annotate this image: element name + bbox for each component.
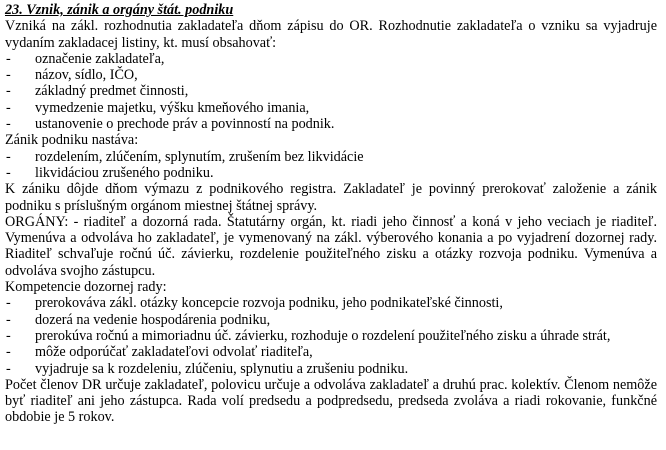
list-item [5,344,657,360]
list-item [5,51,657,67]
list-item [5,312,657,328]
zanik-intro-line: Zánik podniku nastáva: [5,132,139,149]
bullet-marker: - [6,295,11,312]
list-item [5,165,657,181]
bullet-marker: - [6,67,11,84]
list-item-text: základný predmet činnosti, [35,83,189,100]
organy-paragraph: ORGÁNY: - riaditeľ a dozorná rada. Štatutárny orgán, kt. riadi jeho činnosť a koná v jeho veciach je riaditeľ. Vymenúva a odvoláva ho zakladateľ, je vymenovaný na zákl. výberového konania a po vyjadrení dozornej rady. Riaditeľ schvaľuje ročnú úč. závierku, rozdelenie použiteľného zisku a otázky rozvoja podniku. Vymenúva a odvoláva svojho zástupcu. [5,213,657,279]
vznik-intro-paragraph: Vzniká na zákl. rozhodnutia zakladateľa dňom zápisu do OR. Rozhodnutie zakladateľa o vzniku sa vyjadruje vydaním zakladacej listiny, kt. musí obsahovať: [5,18,657,51]
zanik-outro-paragraph: K zániku dôjde dňom výmazu z podnikového registra. Zakladateľ je povinný prerokovať založenie a zánik podniku s príslušným orgánom miestnej štátnej správy. [5,181,657,214]
zakladacia-listina-list [5,51,657,132]
list-item [5,67,657,83]
document-page [5,2,657,426]
list-item-text: prerokováva zákl. otázky koncepcie rozvoja podniku, jeho podnikateľské činnosti, [35,295,503,312]
list-item-text: prerokúva ročnú a mimoriadnu úč. závierku, rozhoduje o rozdelení použiteľného zisku a úhrade strát, [35,327,611,344]
bullet-marker: - [6,50,11,67]
zanik-list [5,149,657,182]
list-item [5,361,657,377]
list-item [5,328,657,344]
list-item-text: vymedzenie majetku, výšku kmeňového imania, [35,99,310,116]
bullet-marker: - [6,164,11,181]
bullet-marker: - [6,360,11,377]
list-item [5,116,657,132]
list-item [5,83,657,99]
bullet-marker: - [6,116,11,133]
bullet-marker: - [6,327,11,344]
list-item [5,295,657,311]
bullet-marker: - [6,344,11,361]
list-item-text: likvidáciou zrušeného podniku. [35,164,214,181]
bullet-marker: - [6,148,11,165]
kompetencie-intro-line: Kompetencie dozornej rady: [5,279,167,296]
list-item [5,100,657,116]
list-item-text: názov, sídlo, IČO, [35,67,138,84]
list-item-text: vyjadruje sa k rozdeleniu, zlúčeniu, splynutiu a zrušeniu podniku. [35,360,409,377]
list-item-text: označenie zakladateľa, [35,50,165,67]
bullet-marker: - [6,99,11,116]
list-item-text: rozdelením, zlúčením, splynutím, zrušením bez likvidácie [35,148,364,165]
bullet-marker: - [6,311,11,328]
bullet-marker: - [6,83,11,100]
list-item-text: môže odporúčať zakladateľovi odvolať riaditeľa, [35,344,313,361]
kompetencie-list [5,295,657,376]
section-heading: 23. Vznik, zánik a orgány štát. podniku [5,2,234,18]
kompetencie-outro-paragraph: Počet členov DR určuje zakladateľ, polovicu určuje a odvoláva zakladateľ a druhú prac. kolektív. Členom nemôže byť riaditeľ ani jeho zástupca. Rada volí predsedu a podpredsedu, predseda zvoláva a riadi rokovanie, funkčné obdobie je 5 rokov. [5,376,657,426]
list-item-text: ustanovenie o prechode práv a povinností na podnik. [35,116,335,133]
list-item-text: dozerá na vedenie hospodárenia podniku, [35,311,271,328]
list-item [5,149,657,165]
